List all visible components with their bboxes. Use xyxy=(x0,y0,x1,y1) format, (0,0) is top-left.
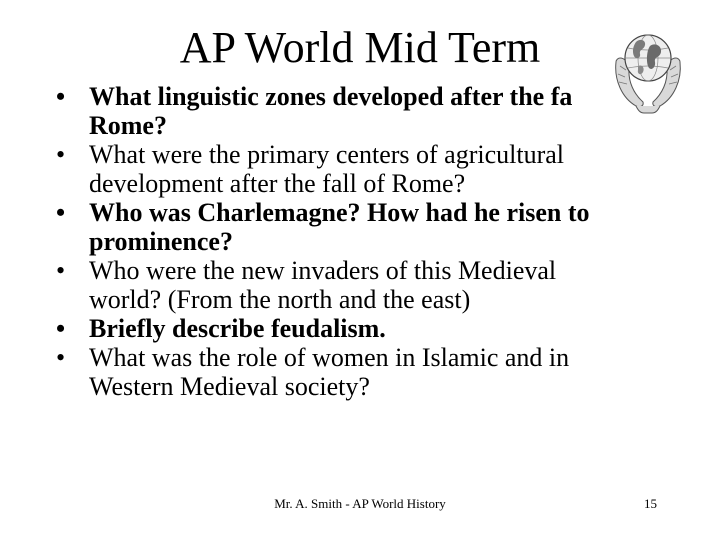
bullet-line: What was the role of women in Islamic and in xyxy=(89,343,570,372)
bullet-line: Who was Charlemagne? How had he risen to xyxy=(89,198,590,227)
bullet-line: Western Medieval society? xyxy=(89,372,370,401)
bullet-dot: • xyxy=(56,82,66,111)
bullet-line: world? (From the north and the east) xyxy=(89,285,471,314)
bullet-line: Briefly describe feudalism. xyxy=(89,314,386,343)
bullet-dot: • xyxy=(56,314,66,343)
page-number: 15 xyxy=(644,496,657,511)
bullet-line: development after the fall of Rome? xyxy=(89,169,466,198)
bullet-item xyxy=(56,256,656,314)
bullet-dot: • xyxy=(56,343,66,372)
bullet-item xyxy=(56,314,656,343)
bullet-item xyxy=(56,198,656,256)
bullet-dot: • xyxy=(56,140,66,169)
bullet-dot: • xyxy=(56,256,66,285)
bullet-line: Who were the new invaders of this Medieval xyxy=(89,256,557,285)
bullet-line: Rome? xyxy=(89,111,167,140)
bullet-item xyxy=(56,140,656,198)
footer-text: Mr. A. Smith - AP World History xyxy=(274,496,446,511)
bullet-line: prominence? xyxy=(89,227,233,256)
bullet-line: What were the primary centers of agricultural xyxy=(89,140,564,169)
globe-in-hands-icon xyxy=(610,22,686,114)
bullet-dot: • xyxy=(56,198,66,227)
bullet-item xyxy=(56,82,656,140)
slide-title: AP World Mid Term xyxy=(179,23,541,72)
bullet-line: What linguistic zones developed after the fa xyxy=(89,82,573,111)
bullet-item xyxy=(56,343,656,401)
bullet-list xyxy=(56,82,656,401)
